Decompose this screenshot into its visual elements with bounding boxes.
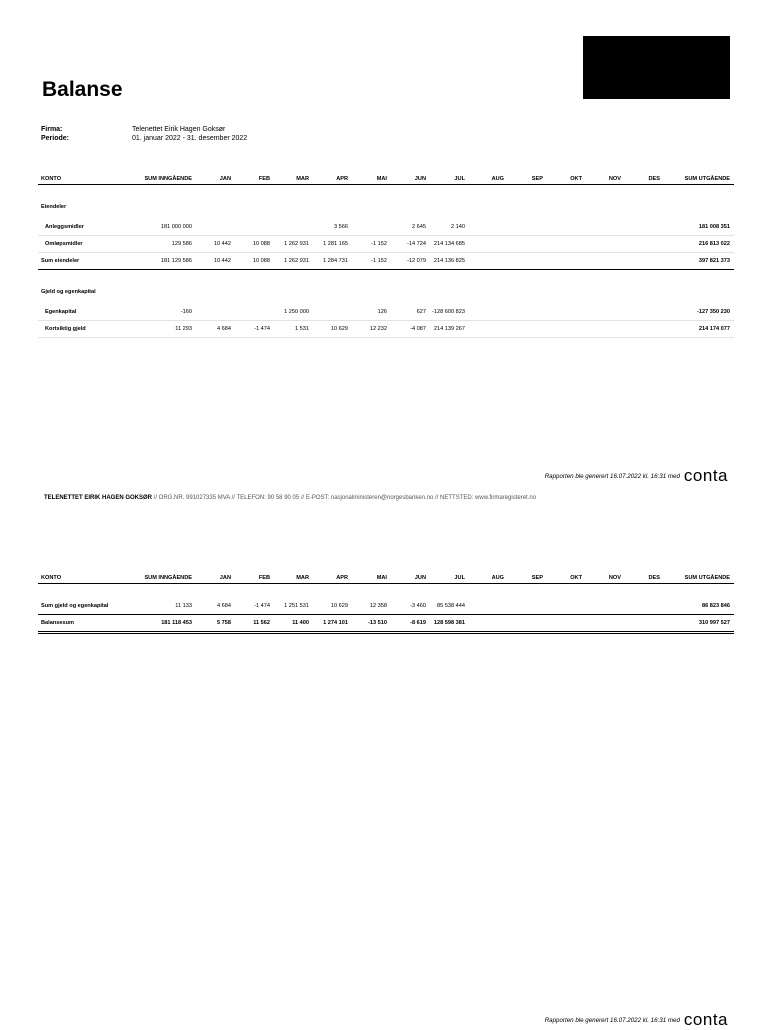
cell: 2 645 [391, 219, 430, 236]
cell: 1 262 931 [274, 236, 313, 253]
conta-logo: conta [683, 1010, 728, 1029]
col-mar: MAR [296, 176, 309, 182]
cell: 5 758 [196, 615, 235, 633]
company-footer [44, 495, 536, 501]
cell: 4 684 [196, 321, 235, 338]
generated-line [545, 466, 728, 486]
col-jun: JUN [414, 575, 426, 581]
cell: 181 000 000 [136, 219, 196, 236]
cell [469, 219, 508, 236]
cell-utgaende: 216 813 022 [664, 236, 734, 253]
col-apr: APR [336, 176, 348, 182]
cell-utgaende: 310 997 527 [664, 615, 734, 633]
cell: 214 134 685 [430, 236, 469, 253]
sum-row [38, 598, 734, 615]
col-des: DES [648, 575, 660, 581]
spacer-cell [38, 584, 734, 599]
cell [547, 219, 586, 236]
cell [547, 236, 586, 253]
generated-text: Rapporten ble generert 16.07.2022 kl. 16:31 med [544, 1016, 680, 1024]
cell [586, 321, 625, 338]
col-feb: FEB [258, 575, 270, 581]
row-konto: Anleggsmidler [38, 219, 136, 236]
cell-utgaende: -127 350 230 [664, 304, 734, 321]
cell: 12 232 [352, 321, 391, 338]
periode-value: 01. januar 2022 - 31. desember 2022 [132, 135, 248, 142]
cell: -128 600 823 [430, 304, 469, 321]
cell: -1 474 [235, 598, 274, 615]
cell [469, 598, 508, 615]
cell [196, 219, 235, 236]
cell-utgaende: 214 174 077 [664, 321, 734, 338]
cell: 3 566 [313, 219, 352, 236]
cell: -160 [136, 304, 196, 321]
cell: -1 152 [352, 236, 391, 253]
sum-row [38, 253, 734, 270]
col-jan: JAN [219, 575, 231, 581]
cell [586, 236, 625, 253]
cell [625, 615, 664, 633]
cell [625, 304, 664, 321]
cell-utgaende: 86 823 846 [664, 598, 734, 615]
cell [508, 219, 547, 236]
cell: 11 400 [274, 615, 313, 633]
table-header [38, 573, 734, 584]
header-row [38, 174, 734, 185]
generated-line-page2 [545, 1010, 728, 1030]
cell [508, 253, 547, 270]
cell [625, 598, 664, 615]
row-konto: Egenkapital [38, 304, 136, 321]
cell [586, 615, 625, 633]
col-nov: NOV [608, 176, 621, 182]
footer-company: TELENETTET EIRIK HAGEN GOKSØR [44, 495, 153, 501]
cell [547, 321, 586, 338]
col-jun: JUN [414, 176, 426, 182]
col-mai: MAI [376, 575, 387, 581]
cell [196, 304, 235, 321]
cell [352, 219, 391, 236]
col-mai: MAI [376, 176, 387, 182]
cell [547, 304, 586, 321]
table-row [38, 236, 734, 253]
cell [469, 321, 508, 338]
cell: 214 139 267 [430, 321, 469, 338]
row-konto: Omløpsmidler [38, 236, 136, 253]
cell [469, 253, 508, 270]
cell: 85 538 444 [430, 598, 469, 615]
cell: -8 619 [391, 615, 430, 633]
cell: 1 274 101 [313, 615, 352, 633]
table-header [38, 174, 734, 185]
page-title: Balanse [42, 78, 123, 101]
cell [469, 304, 508, 321]
cell: 10 088 [235, 236, 274, 253]
cell [625, 253, 664, 270]
company-logo-placeholder [583, 36, 730, 99]
col-konto: KONTO [41, 575, 62, 581]
col-sep: SEP [531, 575, 543, 581]
section-gjeld: Gjeld og egenkapital [41, 289, 96, 295]
cell [547, 253, 586, 270]
col-des: DES [648, 176, 660, 182]
cell [547, 598, 586, 615]
cell [625, 236, 664, 253]
cell [508, 236, 547, 253]
cell: -1 152 [352, 253, 391, 270]
cell: 11 562 [235, 615, 274, 633]
col-nov: NOV [608, 575, 621, 581]
cell: -14 724 [391, 236, 430, 253]
cell: 2 140 [430, 219, 469, 236]
cell-utgaende: 397 821 373 [664, 253, 734, 270]
col-apr: APR [336, 575, 348, 581]
cell [625, 321, 664, 338]
cell [508, 304, 547, 321]
col-sum-inngaende: SUM INNGÅENDE [144, 575, 192, 581]
cell [625, 219, 664, 236]
cell [586, 219, 625, 236]
cell: 181 129 586 [136, 253, 196, 270]
cell: 1 281 165 [313, 236, 352, 253]
cell: 10 088 [235, 253, 274, 270]
cell: -4 087 [391, 321, 430, 338]
cell [547, 615, 586, 633]
cell: 10 442 [196, 236, 235, 253]
col-sep: SEP [531, 176, 543, 182]
col-aug: AUG [491, 176, 504, 182]
cell: -13 510 [352, 615, 391, 633]
balance-table-summary [38, 573, 734, 634]
footer-details: // ORG.NR. 991027335 MVA // TELEFON: 90 58 90 05 // E-POST: nasjonalministeren@norgesbanken.no // NETTSTED: www.firmaregisteret.no [152, 495, 537, 501]
cell: 11 133 [136, 598, 196, 615]
cell: 129 586 [136, 236, 196, 253]
col-sum-utgaende: SUM UTGÅENDE [684, 176, 730, 182]
col-mar: MAR [296, 575, 309, 581]
col-okt: OKT [570, 575, 582, 581]
row-konto: Sum gjeld og egenkapital [38, 598, 136, 615]
col-konto: KONTO [41, 176, 62, 182]
section-eiendeler: Eiendeler [41, 204, 67, 210]
cell [313, 304, 352, 321]
cell [586, 304, 625, 321]
balansesum-row [38, 615, 734, 633]
col-feb: FEB [258, 176, 270, 182]
cell [235, 219, 274, 236]
cell: 10 442 [196, 253, 235, 270]
cell: 214 136 825 [430, 253, 469, 270]
cell [508, 321, 547, 338]
cell-utgaende: 181 008 351 [664, 219, 734, 236]
cell: 11 293 [136, 321, 196, 338]
generated-text: Rapporten ble generert 16.07.2022 kl. 16:31 med [544, 472, 680, 480]
firma-value: Telenettet Eirik Hagen Goksør [132, 126, 226, 133]
cell [274, 219, 313, 236]
section-row [38, 270, 734, 305]
cell: 4 684 [196, 598, 235, 615]
firma-label: Firma: [41, 126, 63, 133]
cell: -12 079 [391, 253, 430, 270]
header-row [38, 573, 734, 584]
cell: 12 358 [352, 598, 391, 615]
row-konto: Kortsiktig gjeld [38, 321, 136, 338]
cell: 1 531 [274, 321, 313, 338]
cell: 1 262 931 [274, 253, 313, 270]
row-konto: Sum eiendeler [38, 253, 136, 270]
col-aug: AUG [491, 575, 504, 581]
cell: 1 284 731 [313, 253, 352, 270]
cell: 1 250 000 [274, 304, 313, 321]
cell: 10 629 [313, 598, 352, 615]
cell: -3 460 [391, 598, 430, 615]
cell: 128 598 381 [430, 615, 469, 633]
cell [586, 253, 625, 270]
cell [586, 598, 625, 615]
cell [508, 615, 547, 633]
col-sum-utgaende: SUM UTGÅENDE [684, 575, 730, 581]
cell: -1 474 [235, 321, 274, 338]
periode-label: Periode: [41, 135, 70, 142]
col-jul: JUL [454, 176, 465, 182]
cell: 1 251 531 [274, 598, 313, 615]
table-row [38, 321, 734, 338]
cell: 181 118 453 [136, 615, 196, 633]
table-row [38, 219, 734, 236]
balance-table-assets [38, 174, 734, 338]
cell: 126 [352, 304, 391, 321]
cell: 10 629 [313, 321, 352, 338]
conta-logo: conta [683, 466, 728, 485]
table-row [38, 304, 734, 321]
col-jul: JUL [454, 575, 465, 581]
cell [508, 598, 547, 615]
spacer-row [38, 584, 734, 599]
cell [469, 236, 508, 253]
section-row [38, 185, 734, 220]
col-okt: OKT [570, 176, 582, 182]
row-konto: Balansesum [38, 615, 136, 633]
cell [235, 304, 274, 321]
col-jan: JAN [219, 176, 231, 182]
cell: 627 [391, 304, 430, 321]
col-sum-inngaende: SUM INNGÅENDE [144, 176, 192, 182]
cell [469, 615, 508, 633]
